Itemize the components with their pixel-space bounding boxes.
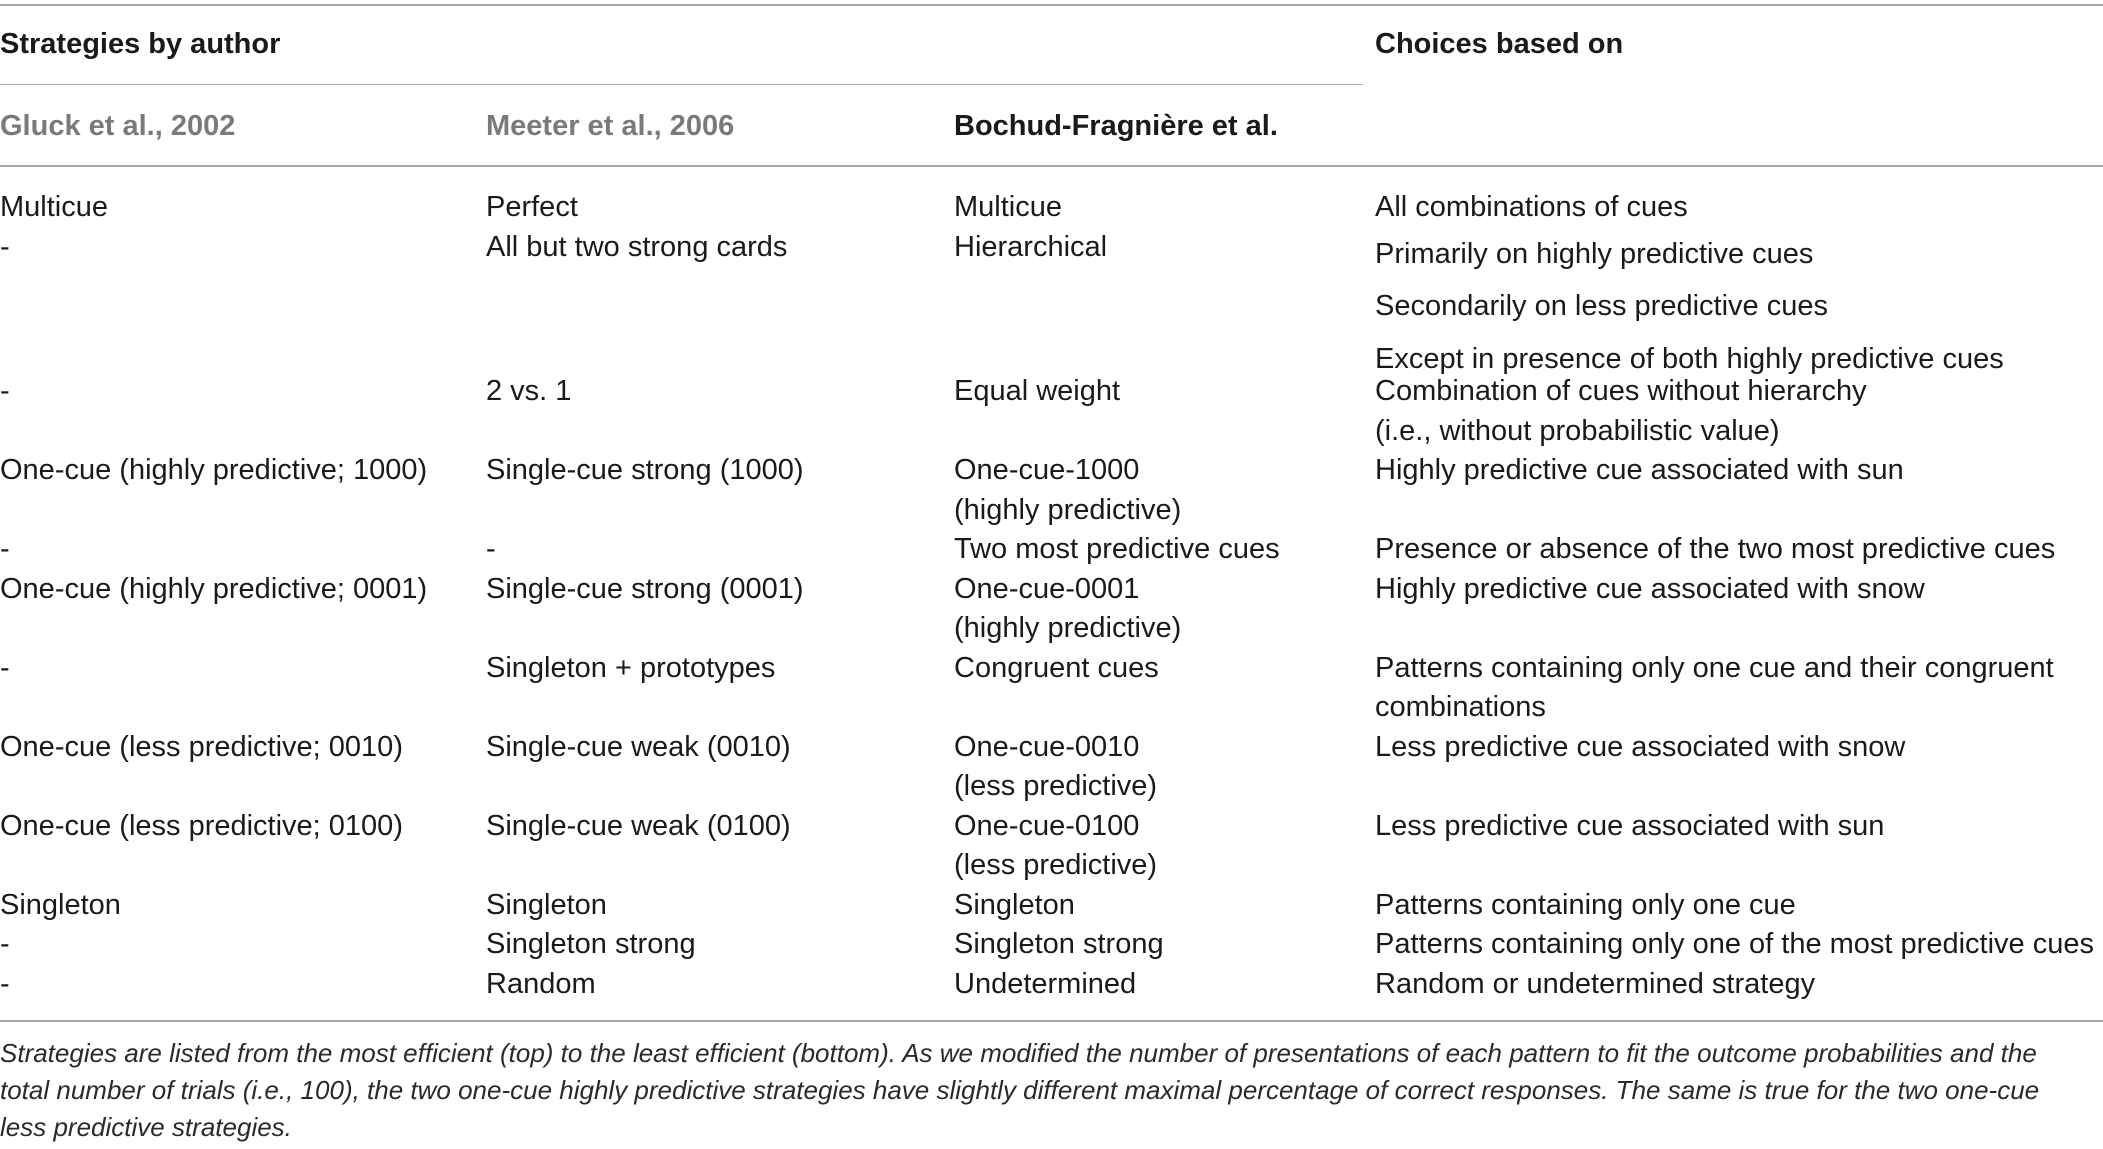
table-cell-col2 [486, 570, 804, 610]
cell-line: One-cue (highly predictive; 0001) [0, 572, 428, 605]
table-row [0, 530, 2103, 570]
cell-line: One-cue-1000 [954, 454, 1140, 486]
table-cell-col1 [0, 965, 10, 1005]
table-row [0, 451, 2103, 530]
cell-line: Singleton [954, 888, 1075, 921]
table-cell-col2 [486, 451, 804, 491]
table-cell-col1 [0, 451, 427, 491]
table-cell-col3 [954, 925, 1164, 965]
table-row [0, 886, 2103, 926]
table-cell-col2 [486, 649, 775, 689]
author-header-bochud: Bochud-Fragnière et al. [954, 110, 1278, 142]
table-cell-col1 [0, 570, 427, 610]
cell-line: Presence or absence of the two most predictive cues [1375, 533, 2056, 565]
cell-line: One-cue (less predictive; 0100) [0, 809, 403, 842]
cell-line: Singleton strong [954, 928, 1164, 960]
table-cell-col4 [1375, 925, 2094, 965]
cell-line: Single-cue strong (1000) [486, 454, 804, 486]
table-body [0, 188, 2103, 1004]
table-cell-col3 [954, 530, 1280, 570]
cell-line: Perfect [486, 191, 578, 223]
table-cell-col1 [0, 228, 10, 268]
cell-line: Highly predictive cue associated with snow [1375, 572, 1925, 605]
table-cell-col3 [954, 570, 1181, 649]
table-cell-col3 [954, 451, 1181, 530]
table-cell-col2 [486, 228, 787, 268]
table-row [0, 965, 2103, 1005]
author-header-gluck: Gluck et al., 2002 [0, 110, 236, 142]
table-row [0, 925, 2103, 965]
cell-line: Except in presence of both highly predictive cues [1375, 342, 2004, 375]
cell-line: All combinations of cues [1375, 191, 1688, 223]
table-cell-col3 [954, 807, 1157, 886]
table-cell-col1 [0, 649, 10, 689]
table-cell-col3 [954, 188, 1062, 228]
cell-line: - [0, 967, 10, 1000]
cell-line: Less predictive cue associated with snow [1375, 730, 1906, 763]
cell-line: Singleton strong [486, 928, 696, 960]
table-cell-col3 [954, 965, 1136, 1005]
cell-line: Single-cue strong (0001) [486, 572, 804, 605]
top-rule [0, 4, 2103, 6]
cell-line: All but two strong cards [486, 230, 788, 263]
cell-line: (i.e., without probabilistic value) [1375, 414, 1780, 447]
cell-line: Random or undetermined strategy [1375, 967, 1816, 1000]
cell-line: (highly predictive) [954, 493, 1182, 526]
table-cell-col2 [486, 372, 571, 412]
cell-line: Patterns containing only one cue [1375, 888, 1796, 921]
cell-line: combinations [1375, 691, 1546, 723]
cell-line: One-cue (highly predictive; 1000) [0, 454, 428, 486]
table-cell-col3 [954, 886, 1075, 926]
cell-line: - [0, 651, 10, 684]
table-row [0, 649, 2103, 728]
cell-line: Multicue [954, 191, 1062, 223]
table-cell-col4 [1375, 965, 1815, 1005]
table-row [0, 728, 2103, 807]
header-bottom-rule [0, 165, 2103, 167]
author-header-meeter: Meeter et al., 2006 [486, 110, 735, 142]
table-cell-col2 [486, 925, 696, 965]
cell-line: Hierarchical [954, 230, 1108, 263]
table-cell-col1 [0, 925, 10, 965]
table-cell-col4 [1375, 372, 1867, 451]
cell-line: Secondarily on less predictive cues [1375, 290, 1828, 322]
table-cell-col1 [0, 188, 108, 228]
table-cell-col3 [954, 649, 1159, 689]
cell-line: One-cue-0001 [954, 572, 1140, 605]
cell-line: Single-cue weak (0010) [486, 730, 791, 763]
cell-line: - [0, 375, 10, 407]
cell-line: Undetermined [954, 967, 1137, 1000]
table-cell-col3 [954, 372, 1120, 412]
table-cell-col2 [486, 965, 596, 1005]
table-row [0, 228, 2103, 373]
table-row [0, 372, 2103, 451]
table-cell-col2 [486, 188, 578, 228]
cell-line: Patterns containing only one of the most predictive cues [1375, 928, 2094, 960]
table-row [0, 807, 2103, 886]
table-cell-col1 [0, 886, 121, 926]
table-footnote: Strategies are listed from the most efficient (top) to the least efficient (bottom). As we modified the number of presentations of each pattern to fit the outcome probabilities and the total number of trials (i.e., 100), the two one-cue highly predictive strategies have slightly different maximal percentage of correct responses. The same is true for the two one-cue less predictive strategies. [0, 1038, 2040, 1142]
table-cell-col2 [486, 807, 791, 847]
table-row [0, 188, 2103, 228]
cell-line: Single-cue weak (0100) [486, 809, 791, 842]
cell-line: Random [486, 967, 596, 1000]
cell-line: Singleton + prototypes [486, 651, 776, 684]
cell-line: - [0, 230, 10, 263]
table-cell-col4 [1375, 188, 1688, 228]
choices-based-on-header: Choices based on [1375, 28, 1624, 60]
cell-line: - [486, 533, 496, 565]
table-cell-col1 [0, 807, 403, 847]
cell-line: - [0, 928, 10, 960]
cell-line: (highly predictive) [954, 612, 1182, 644]
cell-line: Highly predictive cue associated with sun [1375, 454, 1904, 486]
cell-line: Equal weight [954, 375, 1121, 407]
cell-line: Singleton [0, 888, 121, 921]
cell-line: Singleton [486, 888, 607, 921]
table-cell-col1 [0, 728, 403, 768]
table-cell-col2 [486, 530, 496, 570]
cell-line: One-cue-0010 [954, 730, 1140, 763]
cell-line: (less predictive) [954, 849, 1158, 881]
cell-line: Primarily on highly predictive cues [1375, 237, 1814, 270]
table-cell-col4 [1375, 649, 2054, 728]
table-cell-col2 [486, 728, 791, 768]
cell-line: Combination of cues without hierarchy [1375, 375, 1867, 407]
cell-line: Patterns containing only one cue and their congruent [1375, 651, 2054, 684]
author-group-rule [0, 84, 1363, 85]
table-cell-col4 [1375, 530, 2055, 570]
cell-line: Two most predictive cues [954, 533, 1280, 565]
table-cell-col2 [486, 886, 607, 926]
bottom-rule [0, 1020, 2103, 1022]
table-cell-col4 [1375, 570, 1925, 610]
strategies-by-author-header: Strategies by author [0, 28, 281, 60]
table-cell-col4 [1375, 807, 1884, 847]
cell-line: One-cue (less predictive; 0010) [0, 730, 403, 763]
table-cell-col3 [954, 728, 1157, 807]
table-cell-col4 [1375, 451, 1904, 491]
table-cell-col3 [954, 228, 1107, 268]
table-cell-col4 [1375, 886, 1796, 926]
cell-line: Less predictive cue associated with sun [1375, 809, 1885, 842]
cell-line: 2 vs. 1 [486, 375, 572, 407]
table-row [0, 570, 2103, 649]
cell-line: - [0, 533, 10, 565]
table-cell-col4 [1375, 228, 2004, 386]
cell-line: (less predictive) [954, 770, 1158, 802]
cell-line: One-cue-0100 [954, 809, 1140, 842]
table-cell-col4 [1375, 728, 1905, 768]
table-cell-col1 [0, 530, 10, 570]
table-cell-col1 [0, 372, 10, 412]
cell-line: Congruent cues [954, 651, 1159, 684]
cell-line: Multicue [0, 191, 108, 223]
